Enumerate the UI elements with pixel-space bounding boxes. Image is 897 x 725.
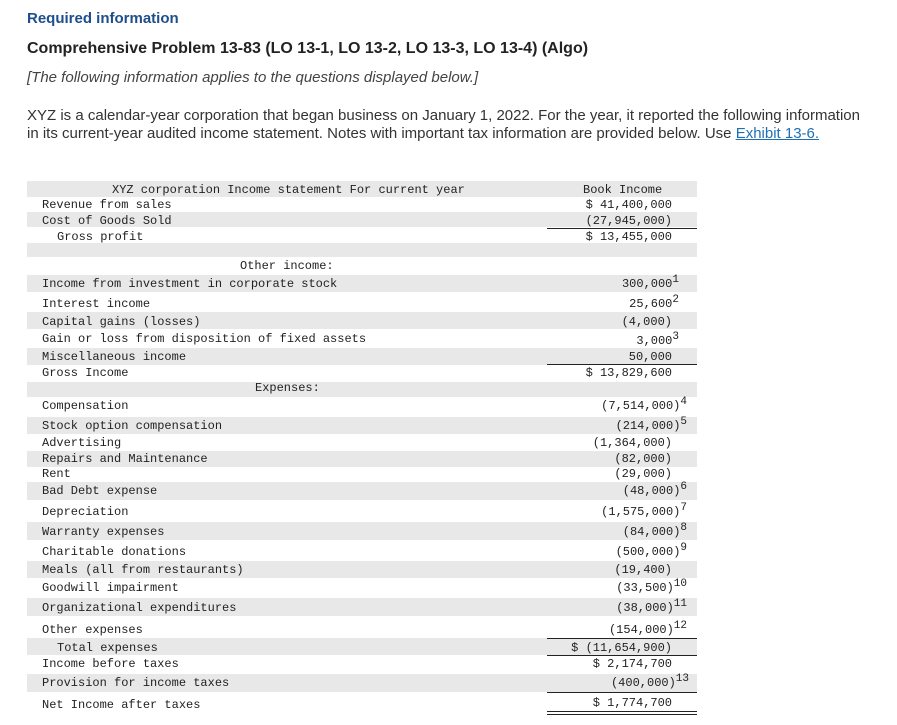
revenue-value: $ 41,400,000 xyxy=(585,198,672,212)
other-income-label: Gain or loss from disposition of fixed assets xyxy=(42,332,367,346)
intro-paragraph xyxy=(27,107,867,143)
statement-title: XYZ corporation Income statement For current year xyxy=(112,183,465,197)
double-underline xyxy=(547,711,697,712)
problem-title: Comprehensive Problem 13-83 (LO 13-1, LO 13-2, LO 13-3, LO 13-4) (Algo) xyxy=(27,40,589,57)
gross-profit-value: $ 13,455,000 xyxy=(585,230,672,244)
row-band xyxy=(27,382,697,397)
expense-label: Goodwill impairment xyxy=(42,581,179,595)
other-income-label: Income from investment in corporate stock xyxy=(42,277,338,291)
applies-note: [The following information applies to the questions displayed below.] xyxy=(27,69,479,86)
other-income-value: 300,000$^1$ xyxy=(621,274,679,291)
gross-income-value: $ 13,829,600 xyxy=(585,366,672,380)
other-income-label: Interest income xyxy=(42,297,151,311)
expense-value: $(7,514,000)^4$ xyxy=(601,396,687,413)
double-underline xyxy=(547,714,697,715)
expense-value: (82,000) xyxy=(614,452,672,466)
expense-value: $(38,000)^{11}$ xyxy=(616,598,687,615)
expense-value: $(1,575,000)^7$ xyxy=(601,502,687,519)
expense-value: $(84,000)^8$ xyxy=(622,522,687,539)
expense-value: (1,364,000) xyxy=(592,436,672,450)
expense-label: Organizational expenditures xyxy=(42,601,237,615)
other-income-heading: Other income: xyxy=(240,259,334,273)
row-band xyxy=(27,243,697,257)
expense-label: Repairs and Maintenance xyxy=(42,452,208,466)
underline xyxy=(547,364,697,365)
expenses-heading: Expenses: xyxy=(255,381,320,395)
expense-label: Meals (all from restaurants) xyxy=(42,563,244,577)
other-income-label: Capital gains (losses) xyxy=(42,315,201,329)
other-income-value: 25,600$^2$ xyxy=(629,294,679,311)
underline xyxy=(547,655,697,656)
expense-label: Depreciation xyxy=(42,505,129,519)
income-before-taxes-value: $ 2,174,700 xyxy=(592,657,672,671)
other-income-value: (4,000) xyxy=(621,315,672,329)
provision-taxes-value: $(400,000)^{13}$ xyxy=(610,673,689,690)
expense-value: $(214,000)^5$ xyxy=(615,416,687,433)
income-before-taxes-label: Income before taxes xyxy=(42,657,179,671)
other-income-label: Miscellaneous income xyxy=(42,350,187,364)
gross-profit-label: Gross profit xyxy=(57,230,144,244)
expense-label: Rent xyxy=(42,467,71,481)
revenue-label: Revenue from sales xyxy=(42,198,172,212)
expense-value: (29,000) xyxy=(614,467,672,481)
intro-text: XYZ is a calendar-year corporation that began business on January 1, 2022. For the year, it reported the following information in its current-year audited income statement. Notes with important tax information are provided below. Use xyxy=(27,107,860,142)
required-information-heading: Required information xyxy=(27,10,179,27)
other-income-value: 3,000$^3$ xyxy=(636,331,679,348)
total-expenses-value: $ (11,654,900) xyxy=(571,641,672,655)
book-income-header: Book Income xyxy=(583,183,663,197)
total-expenses-label: Total expenses xyxy=(57,641,158,655)
gross-income-label: Gross Income xyxy=(42,366,129,380)
exhibit-link[interactable]: Exhibit 13-6. xyxy=(735,125,820,142)
expense-value: $(33,500)^{10}$ xyxy=(616,578,687,595)
underline xyxy=(547,692,697,693)
expense-label: Other expenses xyxy=(42,623,143,637)
other-income-value: 50,000 xyxy=(628,350,672,364)
expense-label: Warranty expenses xyxy=(42,525,165,539)
underline xyxy=(547,228,697,229)
expense-label: Bad Debt expense xyxy=(42,484,158,498)
expense-label: Stock option compensation xyxy=(42,419,223,433)
expense-label: Advertising xyxy=(42,436,122,450)
underline xyxy=(547,638,697,639)
cogs-value: (27,945,000) xyxy=(585,214,672,228)
expense-value: $(48,000)^6$ xyxy=(622,481,687,498)
expense-label: Charitable donations xyxy=(42,545,187,559)
expense-label: Compensation xyxy=(42,399,129,413)
net-income-label: Net Income after taxes xyxy=(42,698,201,712)
net-income-value: $ 1,774,700 xyxy=(592,696,672,710)
expense-value: $(154,000)^{12}$ xyxy=(608,620,687,637)
expense-value: $(500,000)^9$ xyxy=(615,542,687,559)
cogs-label: Cost of Goods Sold xyxy=(42,214,172,228)
expense-value: (19,400) xyxy=(614,563,672,577)
provision-taxes-label: Provision for income taxes xyxy=(42,676,230,690)
